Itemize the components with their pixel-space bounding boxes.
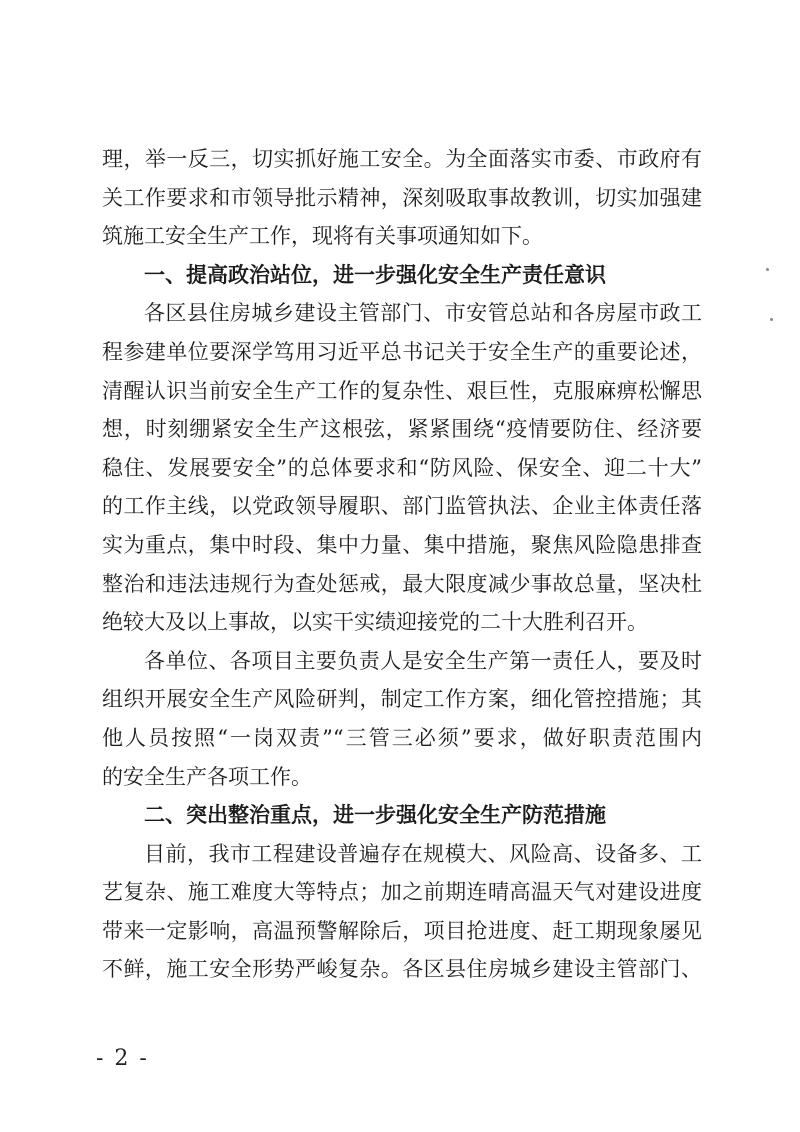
paragraph-last-line: 筑施工安全生产工作，现将有关事项通知如下。 — [102, 224, 543, 249]
paragraph-first-line: 目前，我市工程建设普遍存在规模大、风险高、设备多、工 — [144, 841, 702, 866]
body-line: 实为重点，集中时段、集中力量、集中措施，聚焦风险隐患排查 — [102, 532, 702, 557]
body-line: 稳住、发展要安全”的总体要求和“防风险、保安全、迎二十大” — [102, 455, 702, 480]
section-heading: 一、提高政治站位，进一步强化安全生产责任意识 — [144, 262, 606, 287]
body-line: 想，时刻绷紧安全生产这根弦，紧紧围绕“疫情要防住、经济要 — [102, 417, 702, 442]
scan-speck — [770, 318, 773, 321]
body-line: 关工作要求和市领导批示精神，深刻吸取事故教训，切实加强建 — [102, 185, 702, 210]
body-line: 整治和违法违规行为查处惩戒，最大限度减少事故总量，坚决杜 — [102, 571, 702, 596]
section-heading: 二、突出整治重点，进一步强化安全生产防范措施 — [144, 803, 606, 828]
document-body — [102, 140, 702, 989]
page-number: - 2 - — [96, 1046, 149, 1071]
body-line: 组织开展安全生产风险研判，制定工作方案，细化管控措施；其 — [102, 687, 702, 712]
body-line: 不鲜，施工安全形势严峻复杂。各区县住房城乡建设主管部门、 — [102, 957, 702, 982]
body-line: 理，举一反三，切实抓好施工安全。为全面落实市委、市政府有 — [102, 147, 702, 171]
paragraph-first-line: 各区县住房城乡建设主管部门、市安管总站和各房屋市政工 — [144, 301, 702, 326]
paragraph-last-line: 的安全生产各项工作。 — [102, 764, 312, 789]
body-line: 艺复杂、施工难度大等特点；加之前期连晴高温天气对建设进度 — [102, 880, 702, 905]
scan-speck — [766, 268, 769, 271]
body-line: 清醒认识当前安全生产工作的复杂性、艰巨性，克服麻痹松懈思 — [102, 378, 702, 403]
body-line: 的工作主线，以党政领导履职、部门监管执法、企业主体责任落 — [102, 494, 702, 519]
paragraph-last-line: 绝较大及以上事故，以实干实绩迎接党的二十大胜利召开。 — [102, 610, 648, 635]
paragraph-first-line: 各单位、各项目主要负责人是安全生产第一责任人，要及时 — [144, 648, 702, 673]
body-line: 他人员按照“一岗双责”“三管三必须”要求，做好职责范围内 — [102, 725, 702, 750]
body-line: 程参建单位要深学笃用习近平总书记关于安全生产的重要论述， — [102, 339, 702, 364]
body-line: 带来一定影响，高温预警解除后，项目抢进度、赶工期现象屡见 — [102, 918, 702, 943]
